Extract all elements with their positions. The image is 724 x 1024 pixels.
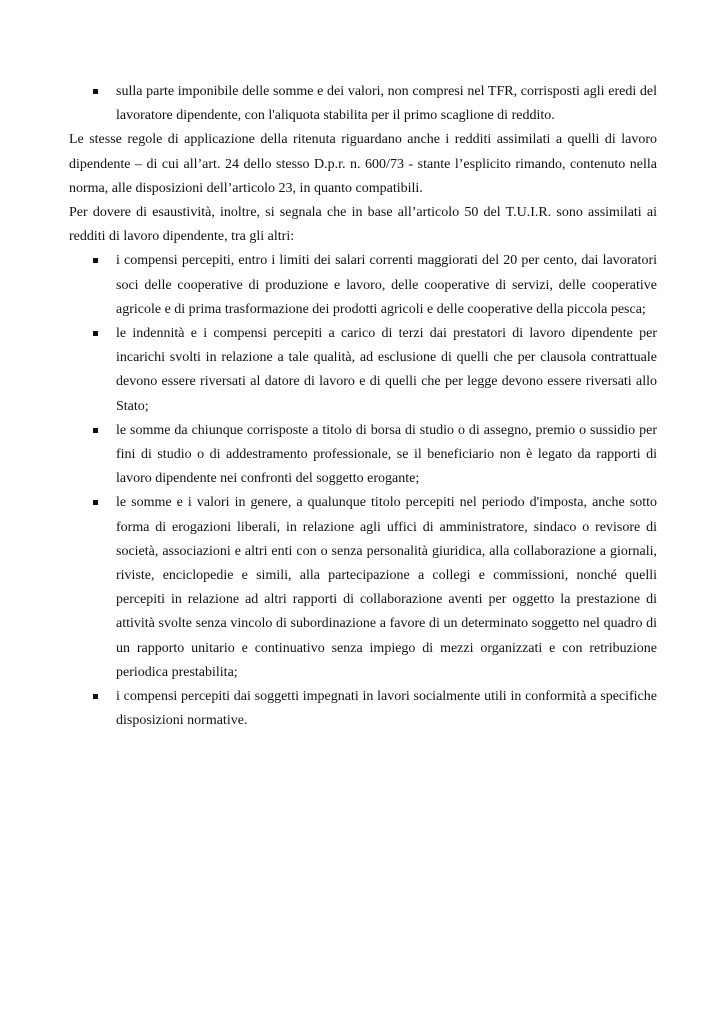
list-item-text: le indennità e i compensi percepiti a carico di terzi dai prestatori di lavoro dipendente per incarichi svolti in relazione a tale qualità, ad esclusione di quelli che per clausola contrattuale devono essere riversati al datore di lavoro e di quelli che per legge devono essere riversati allo Stato; — [116, 326, 657, 414]
document-page — [69, 80, 657, 733]
square-bullet-icon — [93, 500, 98, 505]
list-item — [69, 419, 657, 492]
list-item — [69, 491, 657, 685]
list-item-text: sulla parte imponibile delle somme e dei valori, non compresi nel TFR, corrisposti agli eredi del lavoratore dipendente, con l'aliquota stabilita per il primo scaglione di reddito. — [116, 84, 657, 124]
list-item — [69, 322, 657, 419]
square-bullet-icon — [93, 694, 98, 699]
square-bullet-icon — [93, 89, 98, 94]
list-item — [69, 685, 657, 733]
list-item-text: i compensi percepiti, entro i limiti dei salari correnti maggiorati del 20 per cento, dai lavoratori soci delle cooperative di produzione e lavoro, delle cooperative di servizi, delle cooperative agricole e di prima trasformazione dei prodotti agricoli e delle cooperative della piccola pesca; — [116, 253, 657, 317]
square-bullet-icon — [93, 428, 98, 433]
list-item-text: le somme da chiunque corrisposte a titolo di borsa di studio o di assegno, premio o sussidio per fini di studio o di addestramento professionale, se il beneficiario non è legato da rapporti di lavoro dipendente nei confronti del soggetto erogante; — [116, 422, 657, 487]
list-item-text: le somme e i valori in genere, a qualunque titolo percepiti nel periodo d'imposta, anche sotto forma di erogazioni liberali, in relazione agli uffici di amministratore, sindaco o revisore di società, associazioni e altri enti con o senza personalità giuridica, alla collaborazione a giornali, riviste, enciclopedie e simili, alla partecipazione a collegi e commissioni, nonché quelli percepiti in relazione ad altri rapporti di collaborazione aventi per oggetto la prestazione di attività svolte senza vincolo di subordinazione a favore di un determinato soggetto nel quadro di un rapporto unitario e continuativo senza impiego di mezzi organizzati e con retribuzione periodica prestabilita; — [116, 495, 657, 680]
list-item — [69, 80, 657, 128]
square-bullet-icon — [93, 331, 98, 336]
paragraph: Per dovere di esaustività, inoltre, si segnala che in base all’articolo 50 del T.U.I.R. sono assimilati ai redditi di lavoro dipendente, tra gli altri: — [69, 205, 657, 245]
assimilated-income-list — [69, 249, 657, 733]
top-bullet-list — [69, 80, 657, 128]
paragraph: Le stesse regole di applicazione della ritenuta riguardano anche i redditi assimilati a quelli di lavoro dipendente – di cui all’art. 24 dello stesso D.p.r. n. 600/73 - stante l’esplicito rimando, contenuto nella norma, alle disposizioni dell’articolo 23, in quanto compatibili. — [69, 132, 657, 196]
list-item-text: i compensi percepiti dai soggetti impegnati in lavori socialmente utili in conformità a specifiche disposizioni normative. — [116, 689, 657, 729]
square-bullet-icon — [93, 258, 98, 263]
list-item — [69, 249, 657, 322]
